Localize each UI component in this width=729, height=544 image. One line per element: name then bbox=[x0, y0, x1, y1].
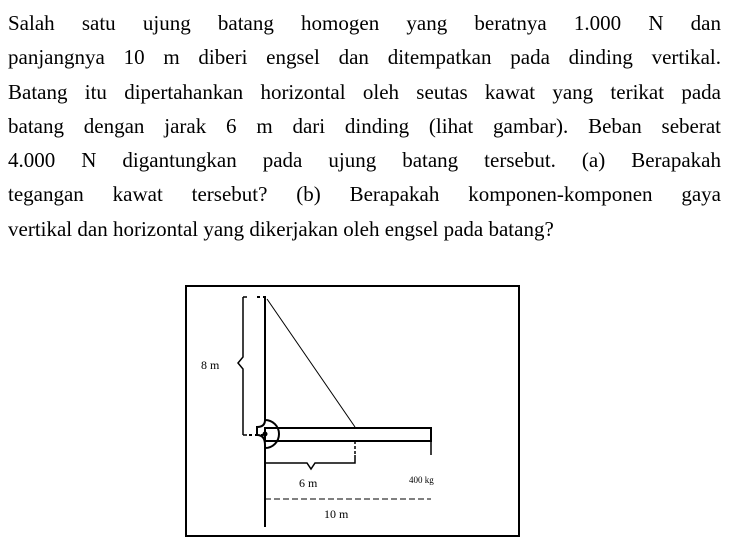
problem-line-2: panjangnya 10 m diberi engsel dan ditempatkan pada dinding vertikal. bbox=[8, 45, 721, 70]
figure-frame bbox=[185, 285, 520, 537]
beam-diagram bbox=[187, 287, 522, 539]
load-label: 400 kg bbox=[409, 475, 434, 485]
problem-line-4: batang dengan jarak 6 m dari dinding (lihat gambar). Beban seberat bbox=[8, 113, 721, 138]
wall bbox=[257, 297, 265, 527]
problem-line-7: vertikal dan horizontal yang dikerjakan oleh engsel pada batang? bbox=[8, 216, 554, 241]
distance-brace bbox=[265, 455, 355, 469]
problem-text bbox=[8, 6, 721, 246]
height-brace bbox=[238, 297, 243, 435]
distance-label: 6 m bbox=[299, 476, 318, 490]
support-wire bbox=[267, 299, 355, 427]
beam bbox=[265, 428, 431, 441]
problem-line-6: tegangan kawat tersebut? (b) Berapakah komponen-komponen gaya bbox=[8, 182, 721, 207]
height-label: 8 m bbox=[201, 358, 220, 372]
length-label: 10 m bbox=[324, 507, 349, 521]
problem-line-3: Batang itu dipertahankan horizontal oleh seutas kawat yang terikat pada bbox=[8, 79, 721, 104]
problem-line-1: Salah satu ujung batang homogen yang beratnya 1.000 N dan bbox=[8, 11, 721, 35]
problem-line-5: 4.000 N digantungkan pada ujung batang tersebut. (a) Berapakah bbox=[8, 148, 721, 173]
